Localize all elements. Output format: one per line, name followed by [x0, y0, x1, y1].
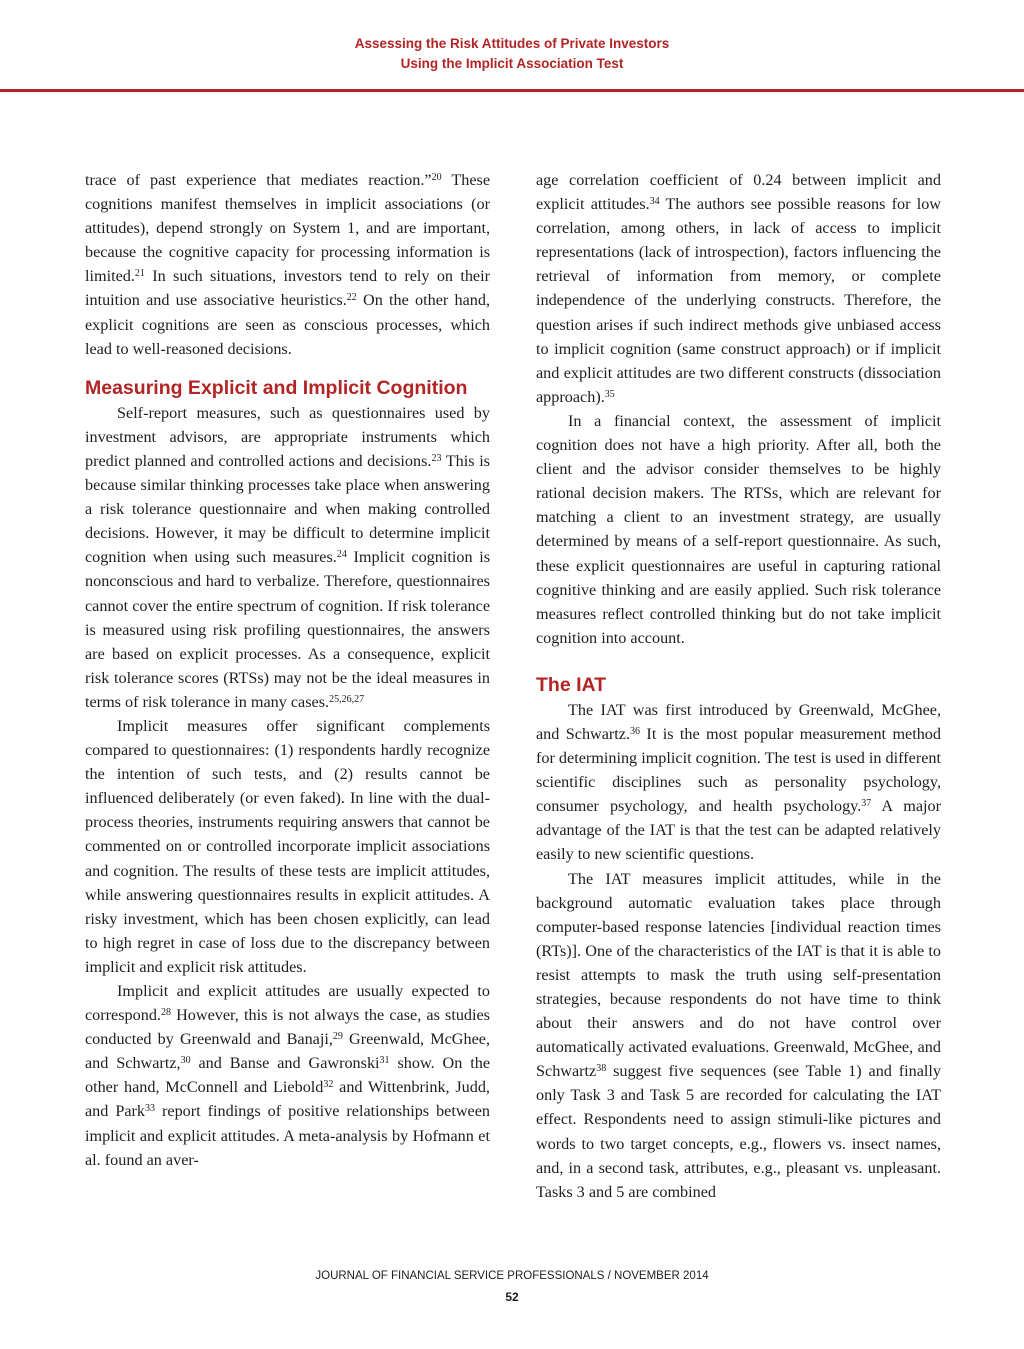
footnote-reference: 30: [180, 1055, 191, 1067]
footnote-reference: 33: [145, 1103, 156, 1115]
right-column: [536, 168, 941, 1204]
footnote-reference: 38: [596, 1063, 607, 1075]
running-head: [0, 34, 1024, 74]
footnote-reference: 23: [431, 452, 442, 464]
section-heading-measuring: Measuring Explicit and Implicit Cognition: [85, 376, 468, 399]
paragraph: trace of past experience that mediates reaction.”$^{20}$ These cognitions manifest themselves in implicit associations (or attitudes), depend strongly on System 1, and are important, because the cognitive capacity for processing information is limited.$^{21}$ In such situations, investors tend to rely on their intuition and use associative heuristics.$^{22}$ On the other hand, explicit cognitions are seen as conscious processes, which lead to well-reasoned decisions.: [85, 171, 491, 358]
running-head-line-2: Using the Implicit Association Test: [400, 56, 624, 71]
running-head-line-1: Assessing the Risk Attitudes of Private Investors: [354, 36, 670, 51]
paragraph: Implicit measures offer significant complements compared to questionnaires: (1) respondents hardly recognize the intention of such tests, and (2) results cannot be influenced deliberately (or even faked). In line with the dual-process theories, instruments requiring answers that cannot be commented on or controlled incorporate implicit associations and cognition. The results of these tests are implicit attitudes, while answering questionnaires results in explicit attitudes. A risky investment, which has been chosen explicitly, can lead to high regret in case of loss due to the discrepancy between implicit and explicit risk attitudes.: [85, 716, 490, 976]
paragraph: age correlation coefficient of 0.24 between implicit and explicit attitudes.$^{34}$ The authors see possible reasons for low correlation, among others, in lack of access to implicit representations (lack of introspection), factors influencing the retrieval of information from memory, or complete independence of the underlying constructs. Therefore, the question arises if such indirect methods give unbiased access to implicit cognition (same construct approach) or if implicit and explicit attitudes are two different constructs (dissociation approach).$^{35}$: [536, 171, 941, 406]
paragraph: The IAT was first introduced by Greenwald, McGhee, and Schwartz.$^{36}$ It is the most popular measurement method for determining implicit cognition. The test is used in different scientific disciplines such as personality psychology, consumer psychology, and health psychology.$^{37}$ A major advantage of the IAT is that the test can be adapted relatively easily to new scientific questions.: [536, 700, 941, 864]
footnote-reference: 31: [379, 1055, 390, 1067]
footnote-reference: 32: [323, 1079, 334, 1091]
footnote-reference: 37: [861, 798, 872, 810]
footnote-reference: 36: [630, 725, 641, 737]
paragraph: In a financial context, the assessment of implicit cognition does not have a high priority. After all, both the client and the advisor consider themselves to be highly rational decision makers. The RTSs, which are relevant for matching a client to an investment strategy, are usually determined by means of a self-report questionnaire. As such, these explicit questionnaires are useful in capturing rational cognitive thinking and are easily applied. Such risk tolerance measures reflect controlled thinking but do not take implicit cognition into account.: [536, 411, 941, 647]
footnote-reference: 35: [604, 388, 615, 400]
footnote-reference: 21: [134, 268, 145, 280]
footnote-reference: 28: [160, 1007, 171, 1019]
footnote-reference: 22: [346, 292, 357, 304]
section-heading-iat: The IAT: [536, 673, 607, 696]
header-rule: [0, 89, 1024, 92]
paragraph: The IAT measures implicit attitudes, while in the background automatic evaluation takes place through computer-based response latencies [individual reaction times (RTs)]. One of the characteristics of the IAT is that it is able to resist attempts to mask the truth using self-presentation strategies, because respondents do not have time to think about their answers and do not have control over automatically activated evaluations. Greenwald, McGhee, and Schwartz$^{38}$ suggest five sequences (see Table 1) and finally only Task 3 and Task 5 are recorded for calculating the IAT effect. Respondents need to assign stimuli-like pictures and words to two target concepts, e.g., flowers vs. insect names, and, in a second task, attributes, e.g., pleasant vs. unpleasant. Tasks 3 and 5 are combined: [536, 869, 941, 1201]
footnote-reference: 34: [649, 196, 660, 208]
journal-footer: JOURNAL OF FINANCIAL SERVICE PROFESSIONALS / NOVEMBER 2014: [315, 1270, 709, 1282]
paragraph: Self-report measures, such as questionnaires used by investment advisors, are appropriate instruments which predict planned and controlled actions and decisions.$^{23}$ This is because similar thinking processes take place when answering a risk tolerance questionnaire and when making controlled decisions. However, it may be difficult to determine implicit cognition when using such measures.$^{24}$ Implicit cognition is nonconscious and hard to verbalize. Therefore, questionnaires cannot cover the entire spectrum of cognition. If risk tolerance is measured using risk profiling questionnaires, the answers are based on explicit processes. As a consequence, explicit risk tolerance scores (RTSs) may not be the ideal measures in terms of risk tolerance in many cases.$^{25,26,27}$: [85, 403, 490, 711]
paragraph: Implicit and explicit attitudes are usually expected to correspond.$^{28}$ However, this is not always the case, as studies conducted by Greenwald and Banaji,$^{29}$ Greenwald, McGhee, and Schwartz,$^{30}$ and Banse and Gawronski$^{31}$ show. On the other hand, McConnell and Liebold$^{32}$ and Wittenbrink, Judd, and Park$^{33}$ report findings of positive relationships between implicit and explicit attitudes. A meta-analysis by Hofmann et al. found an aver-: [85, 982, 491, 1169]
footnote-reference: 20: [431, 172, 442, 183]
footnote-reference: 24: [336, 549, 347, 561]
page-number: 52: [505, 1290, 519, 1304]
left-column: [85, 168, 490, 1172]
footnote-reference: 29: [332, 1031, 343, 1043]
footnote-reference: 25,26,27: [329, 693, 365, 705]
